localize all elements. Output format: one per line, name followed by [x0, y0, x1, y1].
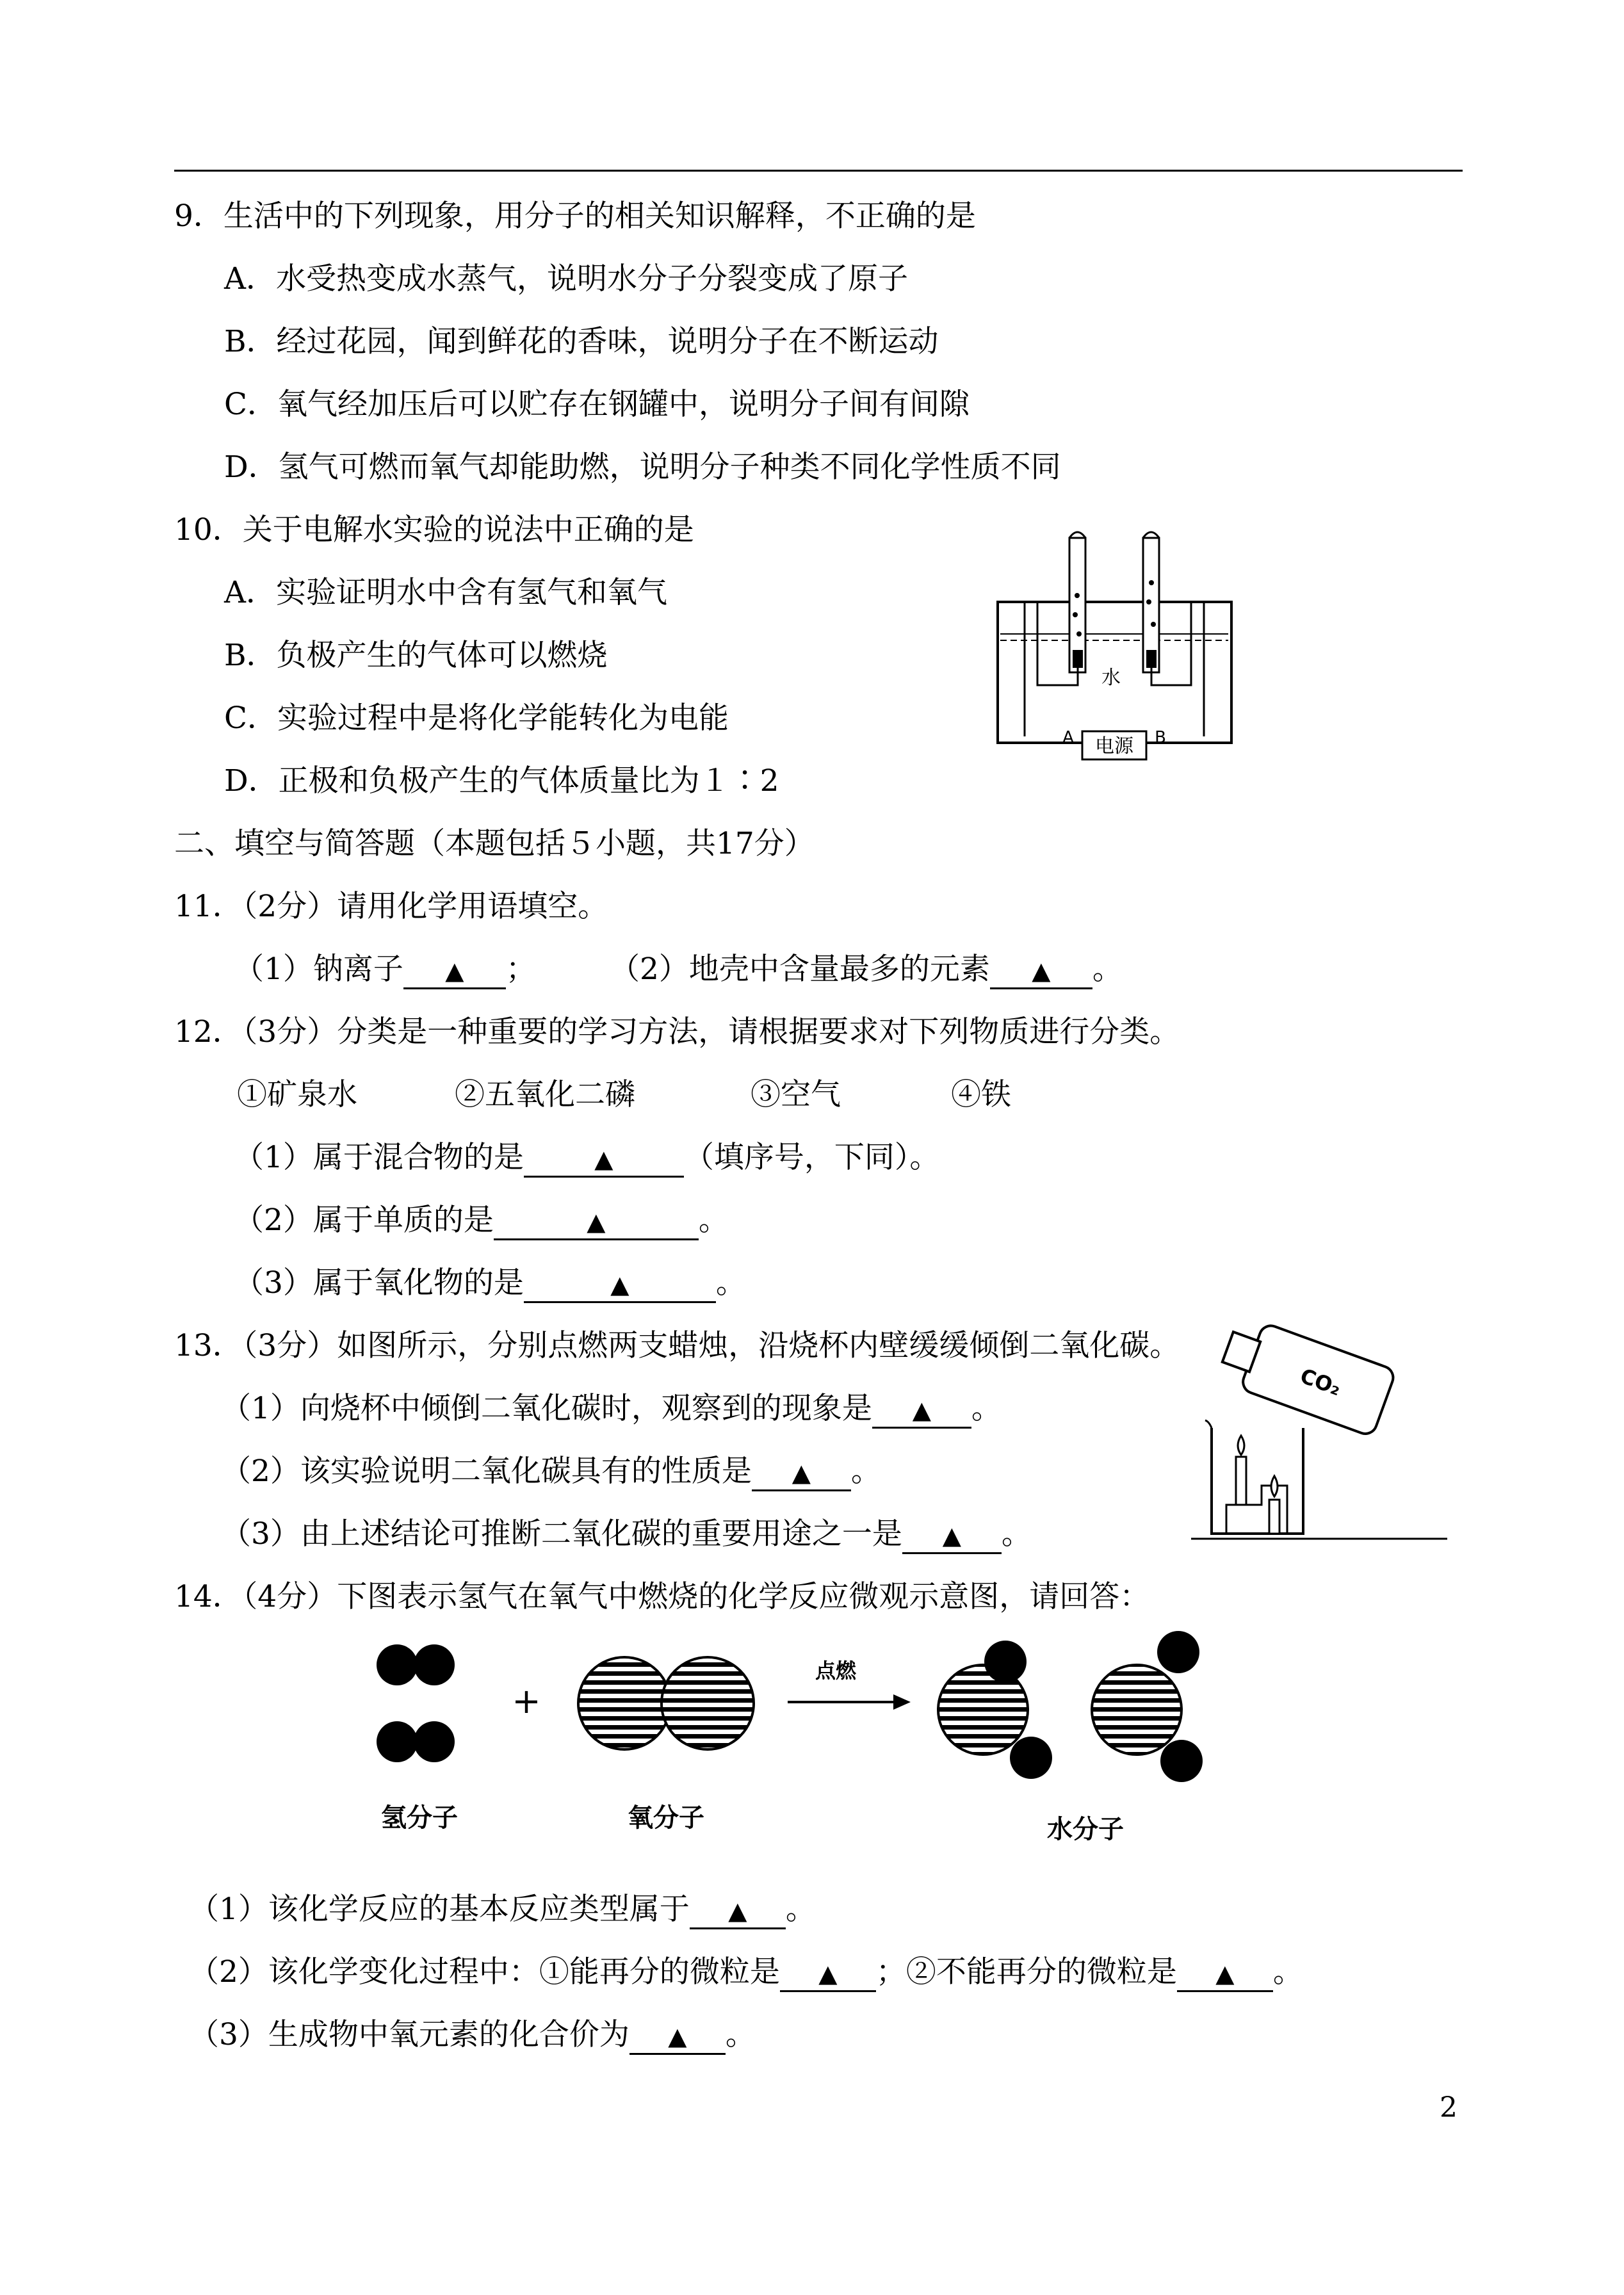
- q9-option-b: B．经过花园，闻到鲜花的香味，说明分子在不断运动: [224, 324, 939, 359]
- answer-blank[interactable]: ▲: [524, 1267, 716, 1303]
- answer-blank[interactable]: ▲: [902, 1518, 1002, 1554]
- co2-beaker-figure: [1191, 1319, 1460, 1556]
- q11-part-1: （1）钠离子 ▲ ；: [234, 950, 536, 989]
- reaction-diagram: [359, 1626, 1255, 1863]
- reaction-condition: 点燃: [815, 1658, 857, 1683]
- header-rule: [174, 170, 1463, 172]
- q14-stem: 14．（4分）下图表示氢气在氧气中燃烧的化学反应微观示意图，请回答：: [174, 1579, 1150, 1614]
- plus-sign: +: [512, 1681, 541, 1721]
- water-label: 水: [1101, 667, 1121, 689]
- hydrogen-molecule-label: 氢分子: [381, 1803, 458, 1833]
- q9-stem: 9．生活中的下列现象，用分子的相关知识解释，不正确的是: [174, 199, 976, 234]
- q12-item-4: ④铁: [951, 1077, 1011, 1112]
- page-number: 2: [1440, 2091, 1458, 2124]
- terminal-b-label: B: [1155, 728, 1166, 747]
- q12-part-1: （1）属于混合物的是 ▲ （填序号，下同）。: [234, 1139, 939, 1178]
- answer-blank[interactable]: ▲: [990, 953, 1092, 989]
- q10-stem: 10．关于电解水实验的说法中正确的是: [174, 512, 694, 547]
- co2-bottle-label: CO₂: [1297, 1363, 1345, 1401]
- answer-blank[interactable]: ▲: [780, 1956, 876, 1992]
- q12-part-3: （3）属于氧化物的是 ▲ 。: [234, 1264, 746, 1303]
- q10-option-a: A．实验证明水中含有氢气和氧气: [224, 575, 667, 610]
- q14-part-3: （3）生成物中氧元素的化合价为 ▲ 。: [189, 2016, 756, 2055]
- q12-part-2: （2）属于单质的是 ▲ 。: [234, 1201, 729, 1240]
- q14-part-1: （1）该化学反应的基本反应类型属于 ▲ 。: [189, 1890, 816, 1929]
- answer-blank[interactable]: ▲: [403, 953, 506, 989]
- q10-option-c: C．实验过程中是将化学能转化为电能: [224, 701, 729, 736]
- answer-blank[interactable]: ▲: [752, 1455, 851, 1491]
- q12-item-3: ③空气: [751, 1077, 841, 1112]
- q13-part-3: （3）由上述结论可推断二氧化碳的重要用途之一是 ▲ 。: [221, 1515, 1032, 1554]
- oxygen-molecule-label: 氧分子: [628, 1803, 704, 1833]
- q11-stem: 11．（2分）请用化学用语填空。: [174, 889, 608, 924]
- q11-part-2: （2）地壳中含量最多的元素 ▲ 。: [610, 950, 1123, 989]
- answer-blank[interactable]: ▲: [690, 1893, 786, 1929]
- q9-option-c: C．氧气经加压后可以贮存在钢罐中，说明分子间有间隙: [224, 387, 970, 422]
- q13-stem: 13．（3分）如图所示，分别点燃两支蜡烛，沿烧杯内壁缓缓倾倒二氧化碳。: [174, 1328, 1180, 1363]
- section-two-heading: 二、填空与简答题（本题包括５小题，共17分）: [174, 826, 815, 861]
- answer-blank[interactable]: ▲: [494, 1204, 699, 1240]
- q9-option-d: D．氢气可燃而氧气却能助燃，说明分子种类不同化学性质不同: [224, 450, 1061, 485]
- q10-option-b: B．负极产生的气体可以燃烧: [224, 638, 608, 673]
- q12-item-2: ②五氧化二磷: [455, 1077, 635, 1112]
- q9-option-a: A．水受热变成水蒸气，说明水分子分裂变成了原子: [224, 261, 908, 296]
- power-label: 电源: [1095, 735, 1133, 758]
- electrolysis-figure: [986, 525, 1255, 762]
- answer-blank[interactable]: ▲: [524, 1141, 684, 1178]
- answer-blank[interactable]: ▲: [1177, 1956, 1273, 1992]
- q12-item-1: ①矿泉水: [237, 1077, 357, 1112]
- q13-part-1: （1）向烧杯中倾倒二氧化碳时，观察到的现象是 ▲ 。: [221, 1390, 1002, 1429]
- terminal-a-label: A: [1062, 728, 1074, 747]
- answer-blank[interactable]: ▲: [629, 2018, 726, 2055]
- water-molecule-label: 水分子: [1047, 1815, 1124, 1844]
- q14-part-2: （2）该化学变化过程中：①能再分的微粒是 ▲ ；②不能再分的微粒是 ▲ 。: [189, 1953, 1303, 1992]
- q13-part-2: （2）该实验说明二氧化碳具有的性质是 ▲ 。: [221, 1452, 881, 1491]
- q12-stem: 12．（3分）分类是一种重要的学习方法，请根据要求对下列物质进行分类。: [174, 1014, 1180, 1050]
- answer-blank[interactable]: ▲: [872, 1392, 971, 1429]
- q10-option-d: D．正极和负极产生的气体质量比为１∶2: [224, 763, 779, 799]
